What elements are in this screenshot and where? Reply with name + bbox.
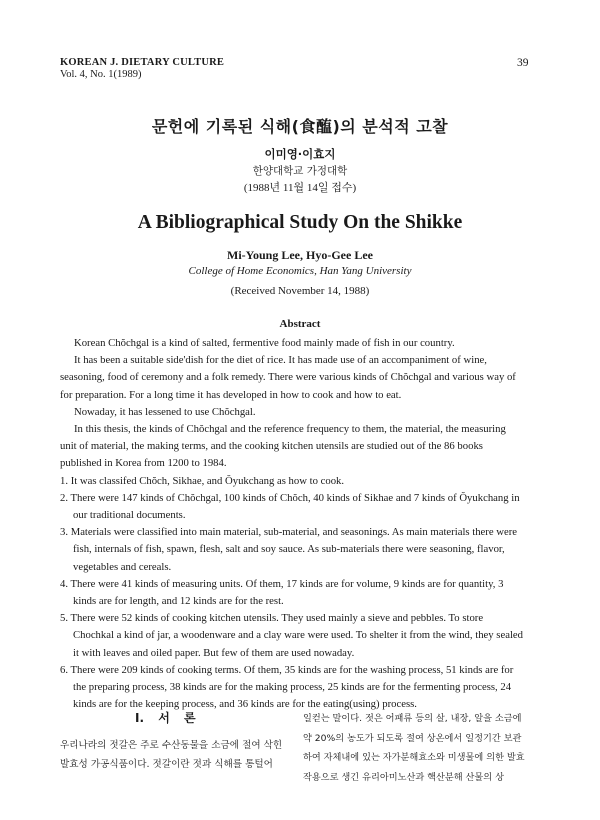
- korean-title: 문헌에 기록된 식해(食醢)의 분석적 고찰: [151, 117, 449, 136]
- body-paragraph: 우리나라의 젓갈은 주로 수산동물을 소금에 절여 삭힌 발효성 가공식품이다. 젓갈이란 젓과 식해를 통털어: [60, 740, 283, 770]
- korean-affiliation: 한양대학교 가정대학: [252, 165, 348, 177]
- english-received-date: (Received November 14, 1988): [230, 285, 370, 297]
- abstract-list-item: 1. It was classifed Chŏch, Sikhae, and Ŏyukchang as how to cook.: [60, 474, 345, 487]
- korean-received-date: (1988년 11월 14일 접수): [243, 182, 357, 194]
- abstract-list-item: 4. There were 41 kinds of measuring units. Of them, 17 kinds are for volume, 9 kinds are for quantity, 3 kinds are for length, and 12 kinds are for the rest.: [60, 577, 504, 608]
- abstract-heading: Abstract: [279, 318, 321, 330]
- body-column-right: [303, 709, 525, 787]
- abstract-list-item: 5. There were 52 kinds of cooking kitchen utensils. They used mainly a sieve and pebbles. To store Chochkal a kind of jar, a woodenware and a clay ware were used. To shelter it from the wind, they sealed it with leaves and oiled paper. But few of them are used nowaday.: [60, 612, 524, 659]
- english-affiliation: College of Home Economics, Han Yang University: [188, 265, 412, 277]
- journal-volume: Vol. 4, No. 1(1989): [60, 69, 142, 80]
- body-column-left: [60, 736, 290, 774]
- section-heading-introduction: I. 서 론: [135, 711, 196, 725]
- abstract-list-item: 3. Materials were classified into main material, sub-material, and seasonings. As main materials there were fish, internals of fish, spawn, flesh, salt and soy sauce. As sub-materials there were seasoning, flavor, vegetables and cereals.: [60, 526, 518, 573]
- abstract-body: [60, 335, 524, 713]
- abstract-paragraph: In this thesis, the kinds of Chŏchgal and the reference frequency to them, the material, the measuring unit of material, the making terms, and the cooking kitchen utensils are studied out of the 86 books published in Korea from 1200 to 1984.: [60, 423, 506, 470]
- abstract-paragraph: Korean Chŏchgal is a kind of salted, fermentive food mainly made of fish in our country.: [74, 337, 455, 349]
- english-authors: Mi-Young Lee, Hyo-Gee Lee: [227, 248, 373, 262]
- page-number: 39: [517, 57, 529, 69]
- english-title: A Bibliographical Study On the Shikke: [137, 212, 463, 233]
- journal-info: [60, 57, 224, 81]
- abstract-list-item: 2. There were 147 kinds of Chŏchgal, 100 kinds of Chŏch, 40 kinds of Sikhae and 7 kinds of Ŏyukchang in our traditional documents.: [60, 491, 520, 522]
- body-paragraph: 일컫는 말이다. 젓은 어패류 등의 살, 내장, 알을 소금에 약 20%의 농도가 되도록 절여 상온에서 일정기간 보관하여 자체내에 있는 자가분해효소와 미생물에 의한 발효작용으로 생긴 유리아미노산과 핵산분해 산물의 상: [303, 713, 525, 783]
- korean-authors: 이미영·이효지: [264, 147, 336, 161]
- abstract-paragraph: It has been a suitable side'dish for the diet of rice. It has made use of an accompaniment of wine, seasoning, food of ceremony and a folk remedy. There were various kinds of Chŏchgal and various way of for preparation. For a long time it has developed in how to cook and how to eat.: [60, 354, 516, 401]
- abstract-list-item: 6. There were 209 kinds of cooking terms. Of them, 35 kinds are for the washing process, 51 kinds are for the preparing process, 38 kinds are for the making process, 25 kinds are for the fermenting process, 24 kinds are for the keeping process, and 36 kinds are for the eating(using) process.: [60, 663, 514, 711]
- abstract-paragraph: Nowaday, it has lessened to use Chŏchgal.: [74, 405, 256, 418]
- journal-name: KOREAN J. DIETARY CULTURE: [60, 57, 225, 68]
